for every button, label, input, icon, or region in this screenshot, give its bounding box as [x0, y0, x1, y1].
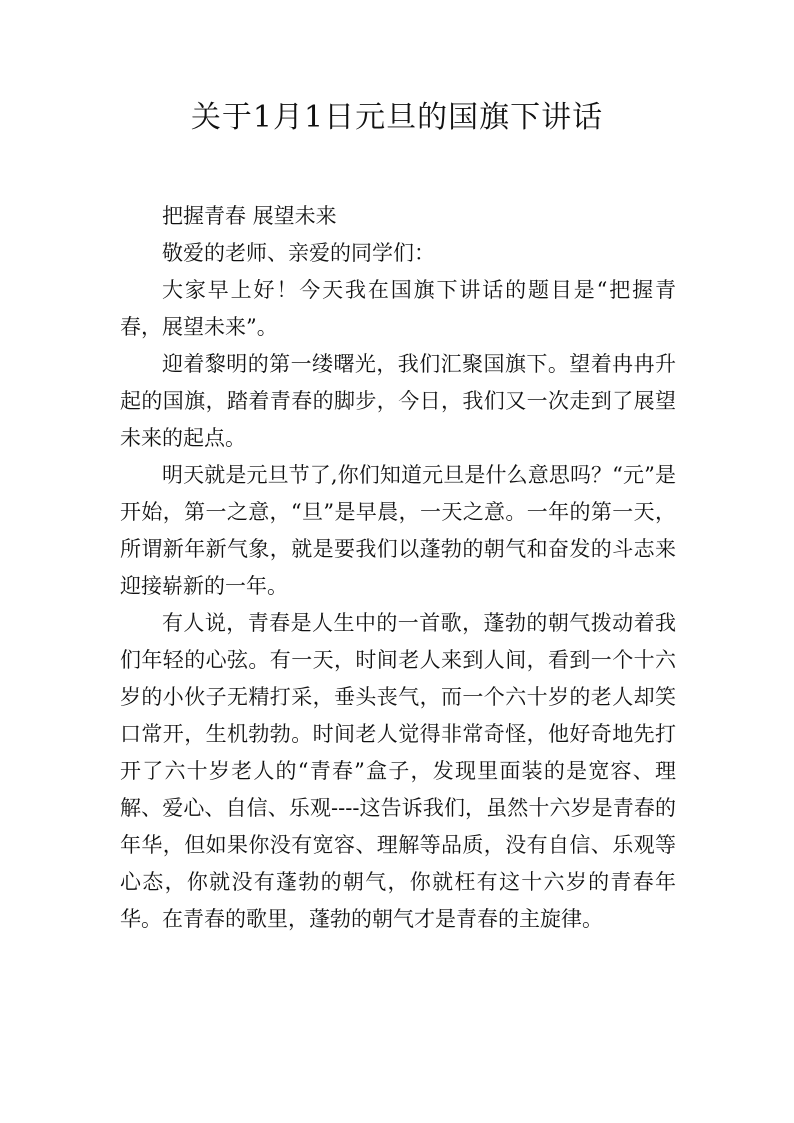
- salutation: 敬爱的老师、亲爱的同学们：: [162, 241, 435, 265]
- body-paragraph: 明天就是元旦节了,你们知道元旦是什么意思吗？“元”是开始，第一之意，“旦”是早晨，一天之意。一年的第一天，所谓新年新气象，就是要我们以蓬勃的朝气和奋发的斗志来迎接崭新的一年。: [120, 463, 676, 598]
- greeting-paragraph: 大家早上好！今天我在国旗下讲话的题目是“把握青春，展望未来”。: [120, 278, 676, 339]
- speech-topic: 把握青春 展望未来: [162, 204, 337, 228]
- body-paragraph: 迎着黎明的第一缕曙光，我们汇聚国旗下。望着冉冉升起的国旗，踏着青春的脚步，今日，我们又一次走到了展望未来的起点。: [120, 352, 676, 450]
- body-paragraph: 有人说，青春是人生中的一首歌，蓬勃的朝气拨动着我们年轻的心弦。有一天，时间老人来到人间，看到一个十六岁的小伙子无精打采，垂头丧气，而一个六十岁的老人却笑口常开，生机勃勃。时间老人觉得非常奇怪，他好奇地先打开了六十岁老人的“青春”盒子，发现里面装的是宽容、理解、爱心、自信、乐观----这告诉我们，虽然十六岁是青春的年华，但如果你没有宽容、理解等品质，没有自信、乐观等心态，你就没有蓬勃的朝气，你就枉有这十六岁的青春年华。在青春的歌里，蓬勃的朝气才是青春的主旋律。: [120, 611, 676, 931]
- document-title: 关于1月1日元旦的国旗下讲话: [190, 100, 604, 135]
- document-body: [120, 198, 676, 938]
